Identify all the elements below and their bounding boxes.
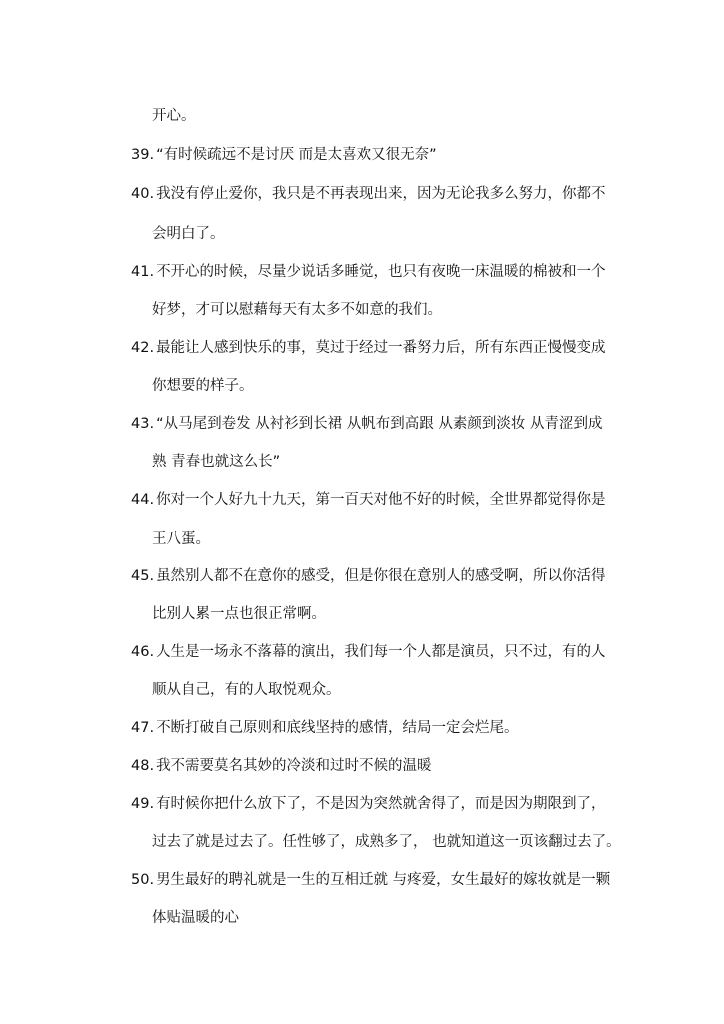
list-item-41-continuation	[152, 300, 442, 320]
item-number: 48.	[131, 758, 155, 774]
item-text: “从马尾到卷发 从衬衫到长裙 从帆布到高跟 从素颜到淡妆 从青涩到成	[156, 416, 603, 432]
item-text: 不断打破自己原则和底线坚持的感情，结局一定会烂尾。	[156, 720, 519, 736]
item-text: 人生是一场永不落幕的演出，我们每一个人都是演员，只不过，有的人	[156, 644, 606, 660]
list-item-45-continuation	[152, 604, 326, 624]
list-item-48	[131, 756, 432, 776]
list-item-50-continuation	[152, 908, 239, 928]
item-number: 43.	[131, 416, 155, 432]
list-item-50	[131, 870, 610, 890]
item-text: 不开心的时候，尽量少说话多睡觉，也只有夜晚一床温暖的棉被和一个	[156, 264, 606, 280]
item-text: 你想要的样子。	[152, 378, 254, 394]
item-text: 最能让人感到快乐的事，莫过于经过一番努力后，所有东西正慢慢变成	[156, 340, 606, 356]
item-number: 47.	[131, 720, 155, 736]
list-item-43-continuation	[152, 452, 280, 472]
item-text: 过去了就是过去了。任性够了，成熟多了， 也就知道这一页该翻过去了。	[152, 834, 621, 850]
item-text: 有时候你把什么放下了，不是因为突然就舍得了，而是因为期限到了，	[156, 796, 606, 812]
list-item-43	[131, 414, 603, 434]
list-item-49-continuation	[152, 832, 621, 852]
item-number: 41.	[131, 264, 155, 280]
item-number: 50.	[131, 872, 155, 888]
list-item-41	[131, 262, 606, 282]
item-number: 39.	[131, 147, 155, 163]
item-text: “有时候疏远不是讨厌 而是太喜欢又很无奈”	[156, 147, 437, 163]
item-number: 44.	[131, 492, 155, 508]
continuation-line	[152, 106, 196, 126]
item-number: 45.	[131, 568, 155, 584]
list-item-40	[131, 184, 606, 204]
item-text: 会明白了。	[152, 226, 225, 242]
item-number: 46.	[131, 644, 155, 660]
list-item-47	[131, 718, 519, 738]
item-text: 比别人累一点也很正常啊。	[152, 606, 326, 622]
list-item-44	[131, 490, 606, 510]
item-number: 42.	[131, 340, 155, 356]
list-item-45	[131, 566, 606, 586]
item-text: 熟 青春也就这么长”	[152, 454, 281, 470]
item-number: 49.	[131, 796, 155, 812]
list-item-39	[131, 145, 437, 165]
item-text: 顺从自己，有的人取悦观众。	[152, 682, 341, 698]
list-item-40-continuation	[152, 224, 225, 244]
item-text: 王八蛋。	[152, 531, 210, 547]
line-text: 开心。	[152, 108, 196, 124]
list-item-46	[131, 642, 606, 662]
list-item-46-continuation	[152, 680, 341, 700]
item-number: 40.	[131, 186, 155, 202]
list-item-44-continuation	[152, 529, 210, 549]
item-text: 好梦，才可以慰藉每天有太多不如意的我们。	[152, 302, 442, 318]
item-text: 我没有停止爱你，我只是不再表现出来，因为无论我多么努力，你都不	[156, 186, 606, 202]
list-item-49	[131, 794, 606, 814]
item-text: 你对一个人好九十九天，第一百天对他不好的时候，全世界都觉得你是	[156, 492, 606, 508]
item-text: 体贴温暖的心	[152, 910, 239, 926]
list-item-42-continuation	[152, 376, 254, 396]
item-text: 虽然别人都不在意你的感受，但是你很在意别人的感受啊，所以你活得	[156, 568, 606, 584]
list-item-42	[131, 338, 606, 358]
item-text: 我不需要莫名其妙的冷淡和过时不候的温暖	[156, 758, 432, 774]
item-text: 男生最好的聘礼就是一生的互相迁就 与疼爱，女生最好的嫁妆就是一颗	[156, 872, 611, 888]
